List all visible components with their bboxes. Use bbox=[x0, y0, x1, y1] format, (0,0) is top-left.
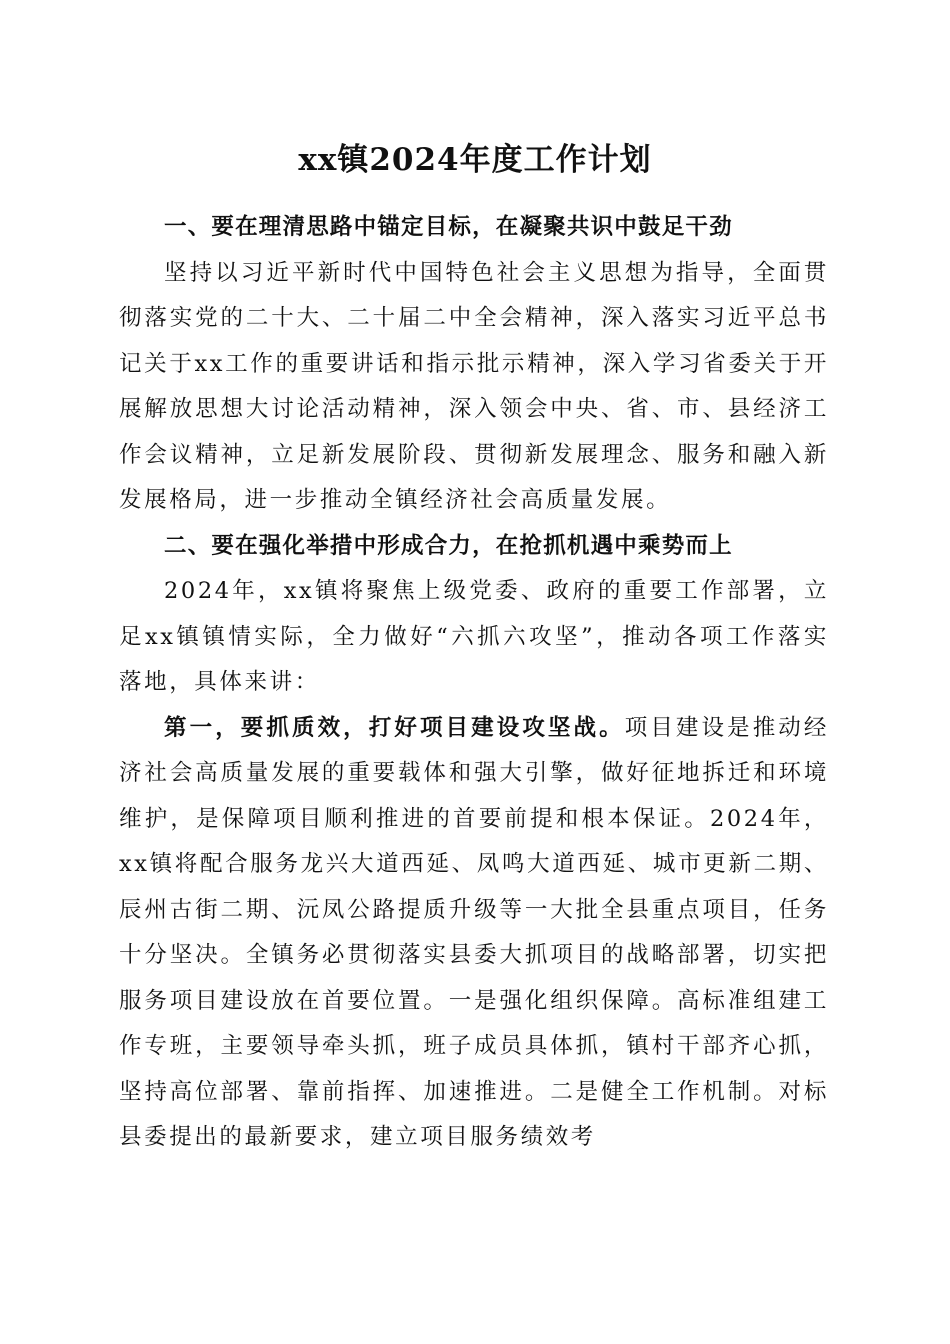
paragraph-1: 坚持以习近平新时代中国特色社会主义思想为指导，全面贯彻落实党的二十大、二十届二中全会精神，深入落实习近平总书记关于xx工作的重要讲话和指示批示精神，深入学习省委关于开展解放思想大讨论活动精神，深入领会中央、省、市、县经济工作会议精神，立足新发展阶段、贯彻新发展理念、服务和融入新发展格局，进一步推动全镇经济社会高质量发展。 bbox=[119, 259, 829, 513]
paragraph-3 bbox=[119, 706, 829, 1161]
paragraph-2: 2024年，xx镇将聚焦上级党委、政府的重要工作部署，立足xx镇镇情实际，全力做好“六抓六攻坚”，推动各项工作落实落地，具体来讲： bbox=[119, 578, 829, 695]
paragraph-3-lead: 第一，要抓质效，打好项目建设攻坚战。 bbox=[164, 714, 625, 741]
section-heading-1: 一、要在理清思路中锚定目标，在凝聚共识中鼓足干劲 bbox=[164, 214, 733, 240]
paragraph-3-body: 项目建设是推动经济社会高质量发展的重要载体和强大引擎，做好征地拆迁和环境维护，是保障项目顺利推进的首要前提和根本保证。2024年，xx镇将配合服务龙兴大道西延、凤鸣大道西延、城市更新二期、辰州古街二期、沅凤公路提质升级等一大批全县重点项目，任务十分坚决。全镇务必贯彻落实县委大抓项目的战略部署，切实把服务项目建设放在首要位置。一是强化组织保障。高标准组建工作专班，主要领导牵头抓，班子成员具体抓，镇村干部齐心抓，坚持高位部署、靠前指挥、加速推进。二是健全工作机制。对标县委提出的最新要求，建立项目服务绩效考 bbox=[119, 714, 829, 1150]
section-heading-2: 二、要在强化举措中形成合力，在抢抓机遇中乘势而上 bbox=[164, 532, 733, 559]
document-body bbox=[119, 205, 829, 1161]
document-title: xx镇2024年度工作计划 bbox=[298, 142, 652, 178]
